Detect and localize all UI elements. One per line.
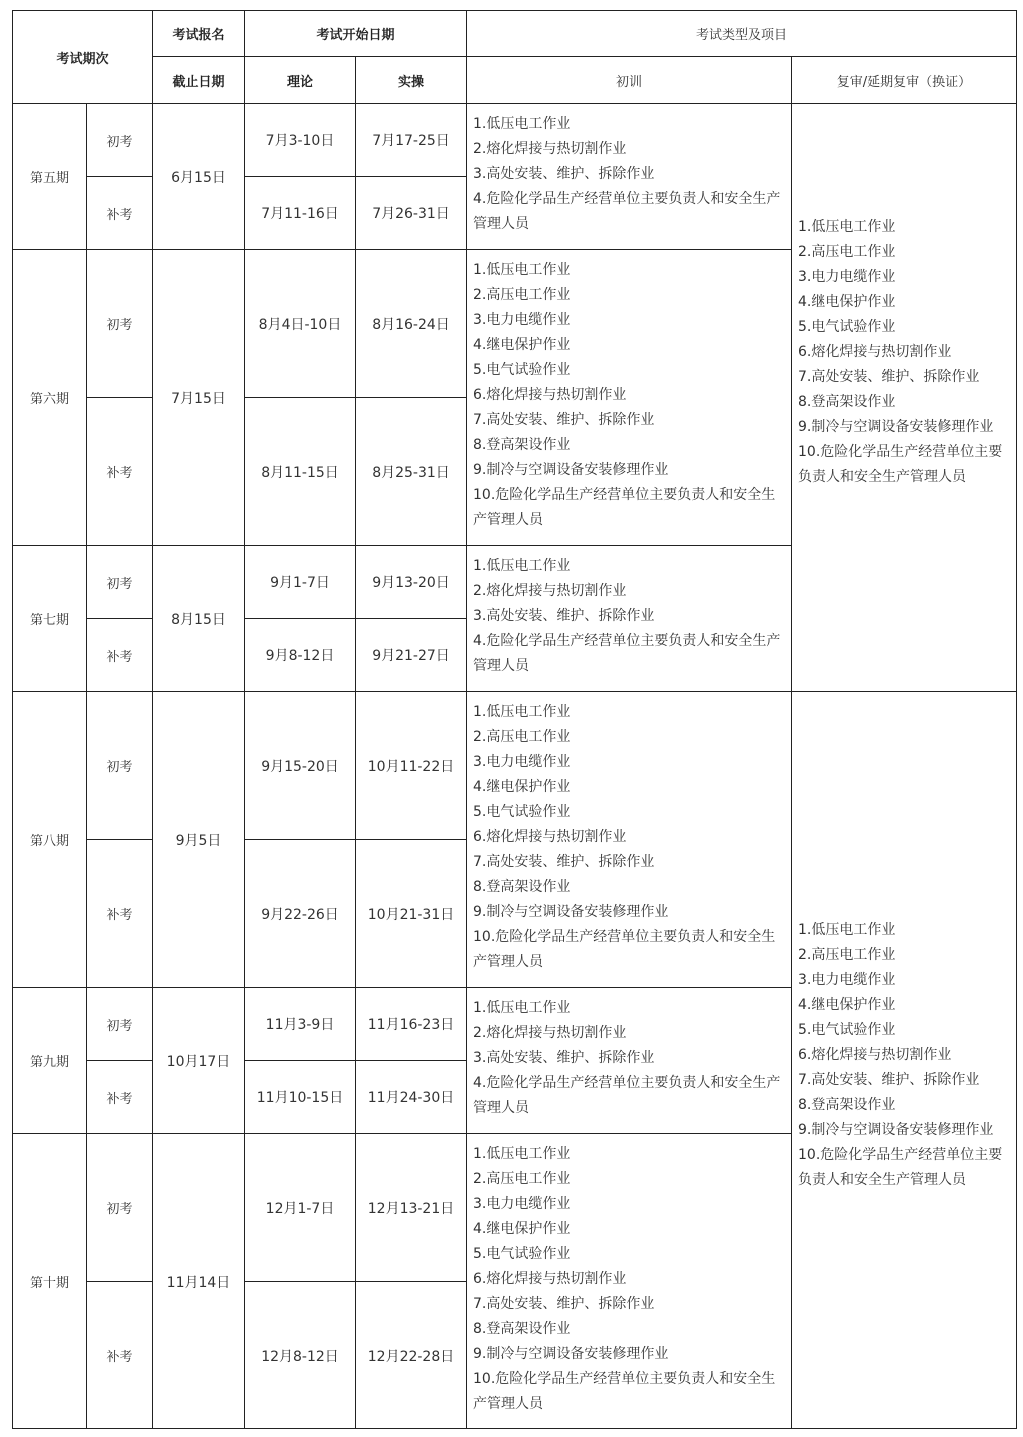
exam-item: 7.高处安装、维护、拆除作业 <box>473 854 655 870</box>
exam-item: 1.低压电工作业 <box>473 1146 571 1162</box>
exam-item: 2.熔化焊接与热切割作业 <box>473 583 627 599</box>
period-label: 第九期 <box>12 987 86 1133</box>
theory-date: 9月15-20日 <box>244 691 355 839</box>
sub-label-first: 初考 <box>86 691 152 839</box>
practice-date: 11月16-23日 <box>355 987 466 1060</box>
exam-item: 6.熔化焊接与热切割作业 <box>473 1271 627 1287</box>
exam-item: 8.登高架设作业 <box>798 394 896 410</box>
period-label: 第六期 <box>12 249 86 545</box>
exam-item: 3.电力电缆作业 <box>798 269 896 285</box>
exam-item: 5.电气试验作业 <box>473 804 571 820</box>
exam-item: 8.登高架设作业 <box>473 437 571 453</box>
exam-item: 9.制冷与空调设备安装修理作业 <box>473 462 669 478</box>
exam-item: 3.高处安装、维护、拆除作业 <box>473 1050 655 1066</box>
theory-date: 9月22-26日 <box>244 839 355 987</box>
sub-label-first: 初考 <box>86 249 152 397</box>
theory-date: 11月10-15日 <box>244 1060 355 1133</box>
exam-item: 4.继电保护作业 <box>473 779 571 795</box>
exam-item: 5.电气试验作业 <box>798 1022 896 1038</box>
exam-item: 1.低压电工作业 <box>798 922 896 938</box>
theory-date: 8月4日-10日 <box>244 249 355 397</box>
exam-item: 8.登高架设作业 <box>798 1097 896 1113</box>
sub-label-first: 初考 <box>86 103 152 176</box>
registration-deadline: 8月15日 <box>152 545 244 691</box>
registration-deadline: 10月17日 <box>152 987 244 1133</box>
exam-item: 10.危险化学品生产经营单位主要负责人和安全生产管理人员 <box>473 929 776 970</box>
period-label: 第七期 <box>12 545 86 691</box>
exam-item: 8.登高架设作业 <box>473 879 571 895</box>
exam-item: 1.低压电工作业 <box>473 262 571 278</box>
exam-item: 1.低压电工作业 <box>473 116 571 132</box>
exam-item: 4.继电保护作业 <box>798 294 896 310</box>
exam-item: 4.继电保护作业 <box>798 997 896 1013</box>
practice-date: 12月22-28日 <box>355 1281 466 1429</box>
exam-item: 9.制冷与空调设备安装修理作业 <box>798 1122 994 1138</box>
exam-item: 10.危险化学品生产经营单位主要负责人和安全生产管理人员 <box>798 1147 1003 1188</box>
exam-item: 8.登高架设作业 <box>473 1321 571 1337</box>
exam-item: 4.继电保护作业 <box>473 337 571 353</box>
practice-date: 7月17-25日 <box>355 103 466 176</box>
exam-item: 1.低压电工作业 <box>798 219 896 235</box>
sub-label-retake: 补考 <box>86 1060 152 1133</box>
header-review: 复审/延期复审（换证） <box>791 56 1016 103</box>
header-period: 考试期次 <box>12 10 152 103</box>
exam-item: 2.高压电工作业 <box>473 1171 571 1187</box>
table-bottom-border <box>12 1428 1017 1429</box>
exam-item: 2.熔化焊接与热切割作业 <box>473 141 627 157</box>
initial-training-list <box>466 1133 791 1429</box>
practice-date: 9月13-20日 <box>355 545 466 618</box>
registration-deadline: 6月15日 <box>152 103 244 249</box>
exam-item: 2.高压电工作业 <box>473 729 571 745</box>
exam-item: 7.高处安装、维护、拆除作业 <box>798 1072 980 1088</box>
header-practice: 实操 <box>355 56 466 103</box>
exam-item: 7.高处安装、维护、拆除作业 <box>798 369 980 385</box>
theory-date: 7月11-16日 <box>244 176 355 249</box>
exam-item: 7.高处安装、维护、拆除作业 <box>473 412 655 428</box>
sub-label-retake: 补考 <box>86 839 152 987</box>
sub-label-retake: 补考 <box>86 397 152 545</box>
registration-deadline: 9月5日 <box>152 691 244 987</box>
table-right-border <box>1016 10 1017 1429</box>
exam-item: 3.电力电缆作业 <box>473 754 571 770</box>
exam-item: 3.电力电缆作业 <box>473 1196 571 1212</box>
practice-date: 10月21-31日 <box>355 839 466 987</box>
practice-date: 11月24-30日 <box>355 1060 466 1133</box>
exam-item: 1.低压电工作业 <box>473 704 571 720</box>
initial-training-list <box>466 987 791 1133</box>
exam-item: 5.电气试验作业 <box>798 319 896 335</box>
exam-item: 1.低压电工作业 <box>473 558 571 574</box>
review-list <box>791 691 1016 1429</box>
exam-item: 6.熔化焊接与热切割作业 <box>798 1047 952 1063</box>
exam-item: 3.高处安装、维护、拆除作业 <box>473 608 655 624</box>
header-registration: 考试报名 <box>152 10 244 56</box>
exam-item: 6.熔化焊接与热切割作业 <box>473 829 627 845</box>
theory-date: 12月8-12日 <box>244 1281 355 1429</box>
sub-label-first: 初考 <box>86 545 152 618</box>
exam-item: 5.电气试验作业 <box>473 362 571 378</box>
exam-item: 9.制冷与空调设备安装修理作业 <box>473 904 669 920</box>
exam-item: 4.危险化学品生产经营单位主要负责人和安全生产管理人员 <box>473 1075 781 1116</box>
header-theory: 理论 <box>244 56 355 103</box>
practice-date: 9月21-27日 <box>355 618 466 691</box>
sub-label-first: 初考 <box>86 1133 152 1281</box>
period-label: 第十期 <box>12 1133 86 1429</box>
exam-item: 3.电力电缆作业 <box>473 312 571 328</box>
practice-date: 8月25-31日 <box>355 397 466 545</box>
registration-deadline: 7月15日 <box>152 249 244 545</box>
sub-label-retake: 补考 <box>86 1281 152 1429</box>
initial-training-list <box>466 103 791 249</box>
sub-label-retake: 补考 <box>86 176 152 249</box>
exam-item: 2.熔化焊接与热切割作业 <box>473 1025 627 1041</box>
header-deadline: 截止日期 <box>152 56 244 103</box>
sub-label-first: 初考 <box>86 987 152 1060</box>
period-label: 第八期 <box>12 691 86 987</box>
registration-deadline: 11月14日 <box>152 1133 244 1429</box>
exam-item: 6.熔化焊接与热切割作业 <box>473 387 627 403</box>
exam-item: 9.制冷与空调设备安装修理作业 <box>798 419 994 435</box>
practice-date: 8月16-24日 <box>355 249 466 397</box>
theory-date: 9月1-7日 <box>244 545 355 618</box>
period-label: 第五期 <box>12 103 86 249</box>
exam-item: 1.低压电工作业 <box>473 1000 571 1016</box>
exam-item: 4.危险化学品生产经营单位主要负责人和安全生产管理人员 <box>473 191 781 232</box>
exam-item: 7.高处安装、维护、拆除作业 <box>473 1296 655 1312</box>
sub-label-retake: 补考 <box>86 618 152 691</box>
theory-date: 7月3-10日 <box>244 103 355 176</box>
initial-training-list <box>466 545 791 691</box>
exam-item: 9.制冷与空调设备安装修理作业 <box>473 1346 669 1362</box>
theory-date: 11月3-9日 <box>244 987 355 1060</box>
exam-item: 3.电力电缆作业 <box>798 972 896 988</box>
exam-item: 10.危险化学品生产经营单位主要负责人和安全生产管理人员 <box>473 487 776 528</box>
practice-date: 10月11-22日 <box>355 691 466 839</box>
initial-training-list <box>466 249 791 545</box>
exam-item: 2.高压电工作业 <box>798 947 896 963</box>
exam-item: 10.危险化学品生产经营单位主要负责人和安全生产管理人员 <box>798 444 1003 485</box>
review-list <box>791 103 1016 691</box>
practice-date: 12月13-21日 <box>355 1133 466 1281</box>
theory-date: 12月1-7日 <box>244 1133 355 1281</box>
header-exam-types: 考试类型及项目 <box>466 10 1016 56</box>
practice-date: 7月26-31日 <box>355 176 466 249</box>
theory-date: 8月11-15日 <box>244 397 355 545</box>
exam-item: 2.高压电工作业 <box>473 287 571 303</box>
header-start-date: 考试开始日期 <box>244 10 466 56</box>
exam-item: 2.高压电工作业 <box>798 244 896 260</box>
exam-item: 5.电气试验作业 <box>473 1246 571 1262</box>
header-initial-training: 初训 <box>466 56 791 103</box>
exam-item: 3.高处安装、维护、拆除作业 <box>473 166 655 182</box>
exam-item: 10.危险化学品生产经营单位主要负责人和安全生产管理人员 <box>473 1371 776 1412</box>
exam-item: 6.熔化焊接与热切割作业 <box>798 344 952 360</box>
theory-date: 9月8-12日 <box>244 618 355 691</box>
exam-item: 4.继电保护作业 <box>473 1221 571 1237</box>
initial-training-list <box>466 691 791 987</box>
exam-item: 4.危险化学品生产经营单位主要负责人和安全生产管理人员 <box>473 633 781 674</box>
